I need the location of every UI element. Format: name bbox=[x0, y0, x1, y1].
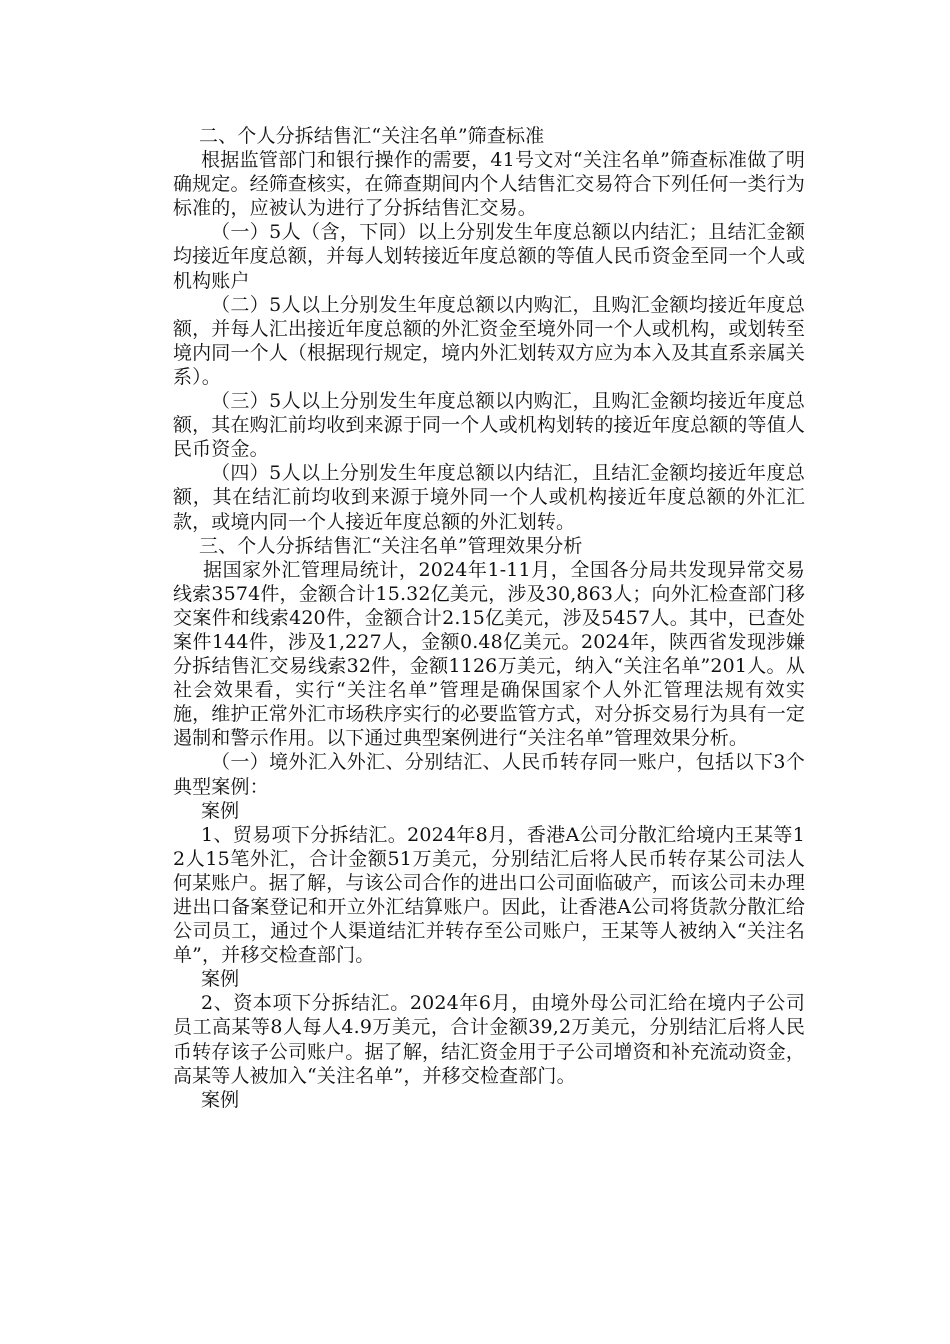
criterion-item-1: （一）5人（含，下同）以上分别发生年度总额以内结汇；且结汇金额均接近年度总额，并每人划转接近年度总额的等值人民币资金至同一个人或机构账户 bbox=[173, 221, 805, 292]
case-paragraph-1: 1、贸易项下分拆结汇。2024年8月，香港A公司分散汇给境内王某等12人15笔外汇，合计金额51万美元，分别结汇后将人民币转存某公司法人何某账户。据了解，与该公司合作的进出口公司面临破产，而该公司未办理进出口备案登记和开立外汇结算账户。因此，让香港A公司将货款分散汇给公司员工，通过个人渠道结汇并转存至公司账户，王某等人被纳入“关注名单”，并移交检查部门。 bbox=[173, 823, 805, 967]
paragraph-statistics: 据国家外汇管理局统计，2024年1-11月，全国各分局共发现异常交易线索3574件，金额合计15.32亿美元，涉及30,863人；向外汇检查部门移交案件和线索420件，金额合计2.15亿美元，涉及5457人。其中，已查处案件144件，涉及1,227人，金额0.48亿美元。2024年，陕西省发现涉嫌分拆结售汇交易线索32件，金额1126万美元，纳入“关注名单”201人。从社会效果看，实行“关注名单”管理是确保国家个人外汇管理法规有效实施，维护正常外汇市场秩序实行的必要监管方式，对分拆交易行为具有一定遏制和警示作用。以下通过典型案例进行“关注名单”管理效果分析。 bbox=[173, 558, 805, 750]
paragraph-screening-intro: 根据监管部门和银行操作的需要，41号文对“关注名单”筛查标准做了明确规定。经筛查核实，在筛查期间内个人结售汇交易符合下列任何一类行为标准的，应被认为进行了分拆结售汇交易。 bbox=[173, 149, 805, 220]
criterion-item-3: （三）5人以上分别发生年度总额以内购汇，且购汇金额均接近年度总额，其在购汇前均收到来源于同一个人或机构划转的接近年度总额的等值人民币资金。 bbox=[173, 390, 805, 461]
case-paragraph-2: 2、资本项下分拆结汇。2024年6月，由境外母公司汇给在境内子公司员工高某等8人每人4.9万美元，合计金额39,2万美元，分别结汇后将人民币转存该子公司账户。据了解，结汇资金用于子公司增资和补充流动资金，高某等人被加入“关注名单”，并移交检查部门。 bbox=[173, 992, 805, 1087]
criterion-item-4: （四）5人以上分别发生年度总额以内结汇，且结汇金额均接近年度总额，其在结汇前均收到来源于境外同一个人或机构接近年度总额的外汇汇款，或境内同一个人接近年度总额的外汇划转。 bbox=[173, 462, 805, 533]
criterion-item-2: （二）5人以上分别发生年度总额以内购汇，且购汇金额均接近年度总额，并每人汇出接近年度总额的外汇资金至境外同一个人或机构，或划转至境内同一个人（根据现行规定，境内外汇划转双方应为本入及其直系亲属关系）。 bbox=[173, 293, 805, 388]
case-label: 案例 bbox=[201, 968, 240, 991]
subsection-item-1: （一）境外汇入外汇、分别结汇、人民币转存同一账户，包括以下3个典型案例： bbox=[173, 751, 805, 798]
document-body bbox=[173, 124, 805, 1112]
section-heading-3: 三、个人分拆结售汇“关注名单”管理效果分析 bbox=[199, 534, 583, 557]
case-label: 案例 bbox=[201, 1088, 240, 1111]
case-label: 案例 bbox=[201, 799, 240, 822]
section-heading-2: 二、个人分拆结售汇“关注名单”筛查标准 bbox=[199, 125, 545, 147]
